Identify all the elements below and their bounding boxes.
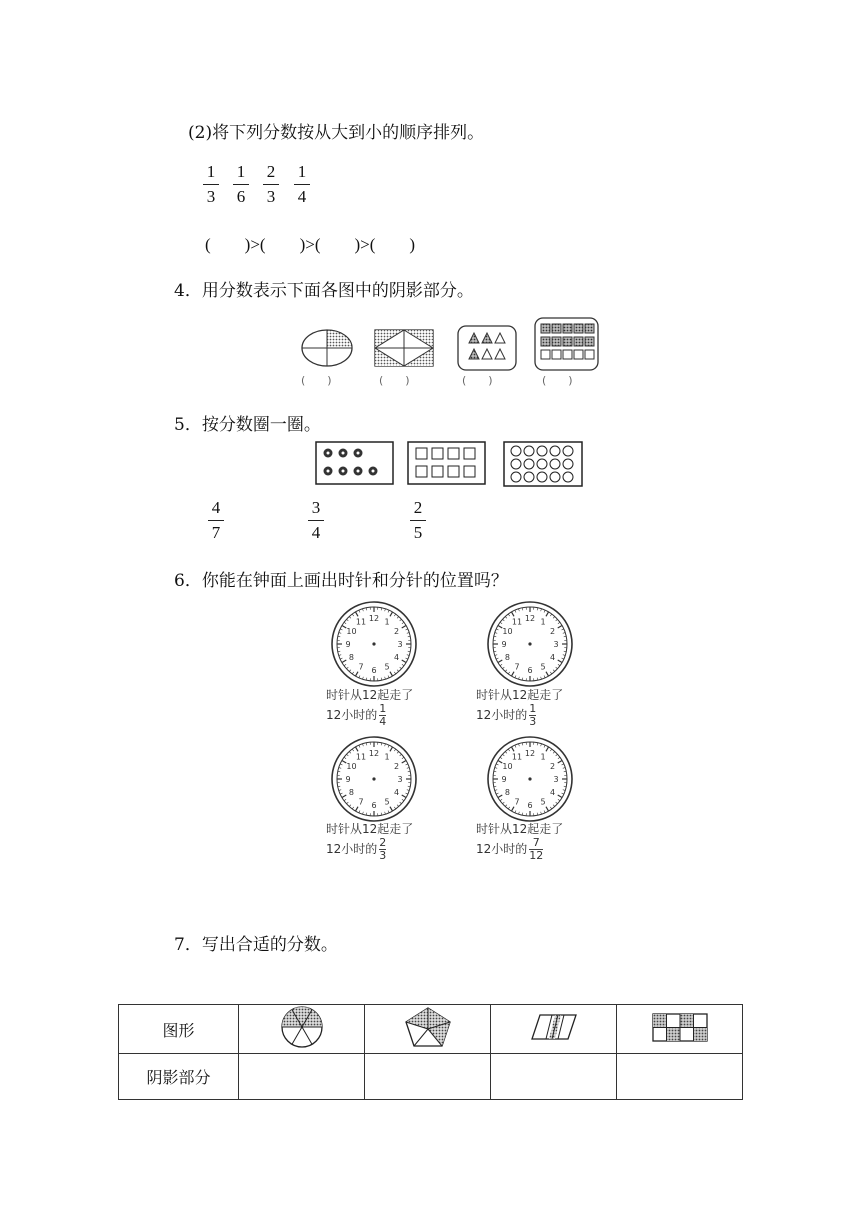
q5-fraction: 4 7: [207, 498, 225, 543]
clock-number: 8: [504, 653, 511, 662]
clock-face-3[interactable]: [330, 735, 418, 823]
squares-box: [408, 442, 485, 484]
clock-number: 12: [368, 614, 380, 623]
clock-number: 1: [384, 752, 390, 762]
q6-title: 6．你能在钟面上画出时针和分针的位置吗？: [174, 571, 508, 591]
pentagon-shape: [402, 1005, 454, 1049]
clock-number: 3: [553, 640, 559, 649]
clock-number: 9: [345, 775, 351, 784]
clock-number: 5: [540, 662, 546, 672]
ellipse-shape: [302, 330, 352, 366]
q5-shapes: [312, 438, 587, 490]
clock-number: 12: [368, 749, 380, 758]
clock-number: 3: [553, 775, 559, 784]
clock-number: 1: [540, 617, 546, 627]
clock-face-1[interactable]: [330, 600, 418, 688]
clock-number: 9: [345, 640, 351, 649]
clock-number: 4: [393, 788, 400, 797]
checkerboard-shape: [650, 1005, 710, 1049]
clock-number: 5: [384, 797, 390, 807]
answer-cell-1[interactable]: [239, 1054, 365, 1100]
clock-number: 4: [549, 653, 556, 662]
clock-number: 3: [397, 640, 403, 649]
q4-blank-2[interactable]: ( ): [379, 374, 410, 387]
clock-number: 2: [549, 627, 556, 636]
q7-title: 7．写出合适的分数。: [174, 935, 338, 955]
answer-cell-4[interactable]: [617, 1054, 743, 1100]
clock-number: 8: [348, 788, 355, 797]
squares-shape: [535, 318, 598, 370]
parallelogram-shape: [528, 1005, 580, 1049]
answer-cell-3[interactable]: [491, 1054, 617, 1100]
clock-number: 11: [511, 752, 523, 762]
clock-number: 10: [346, 627, 357, 636]
row-label-shaded: 阴影部分: [119, 1054, 239, 1100]
pie-shape-cell: [239, 1005, 365, 1054]
clock-number: 11: [511, 617, 523, 627]
flowers-box: [316, 442, 393, 484]
q5-fraction: 3 4: [307, 498, 325, 543]
clock-number: 2: [393, 762, 400, 771]
clock-number: 7: [514, 662, 520, 672]
clock-number: 8: [504, 788, 511, 797]
q4-blank-4[interactable]: ( ): [542, 374, 573, 387]
clock-number: 8: [348, 653, 355, 662]
q5-title: 5．按分数圈一圈。: [174, 415, 321, 435]
clock-caption-3: 时针从12起走了 12小时的 $\frac{2}{3}$: [326, 822, 414, 862]
clock-number: 2: [393, 627, 400, 636]
clock-number: 6: [527, 666, 533, 675]
clock-number: 5: [540, 797, 546, 807]
clock-number: 10: [346, 762, 357, 771]
clock-number: 10: [502, 762, 513, 771]
circle-sectors-shape: [277, 1005, 327, 1049]
q4-blank-3[interactable]: ( ): [462, 374, 493, 387]
q2-fraction: 2 3: [262, 162, 280, 207]
row-label-shape: 图形: [119, 1005, 239, 1054]
clock-face-2[interactable]: [486, 600, 574, 688]
clock-number: 12: [524, 749, 536, 758]
q4-title: 4．用分数表示下面各图中的阴影部分。: [174, 281, 474, 301]
clock-number: 4: [393, 653, 400, 662]
pentagon-shape-cell: [365, 1005, 491, 1054]
clock-number: 1: [540, 752, 546, 762]
clock-number: 4: [549, 788, 556, 797]
q2-order-answer[interactable]: ( )>( )>( )>( ): [205, 235, 416, 254]
answer-cell-2[interactable]: [365, 1054, 491, 1100]
clock-caption-2: 时针从12起走了 12小时的 $\frac{1}{3}$: [476, 688, 564, 728]
clock-number: 3: [397, 775, 403, 784]
q2-fraction: 1 4: [293, 162, 311, 207]
q2-title: (2)将下列分数按从大到小的顺序排列。: [188, 123, 485, 143]
clock-number: 7: [358, 662, 364, 672]
clock-caption-4: 时针从12起走了 12小时的 $\frac{7}{12}$: [476, 822, 564, 862]
clock-number: 11: [355, 617, 367, 627]
q7-table: [118, 1004, 743, 1100]
clock-number: 6: [371, 801, 377, 810]
rectangle-shape: [375, 330, 433, 366]
clock-number: 5: [384, 662, 390, 672]
parallelogram-shape-cell: [491, 1005, 617, 1054]
triangles-shape: [458, 326, 516, 370]
circles-box: [504, 442, 582, 486]
clock-number: 9: [501, 640, 507, 649]
q4-blank-1[interactable]: ( ): [301, 374, 332, 387]
clock-number: 12: [524, 614, 536, 623]
checkerboard-shape-cell: [617, 1005, 743, 1054]
q2-fraction: 1 6: [232, 162, 250, 207]
clock-number: 1: [384, 617, 390, 627]
clock-number: 6: [371, 666, 377, 675]
clock-number: 11: [355, 752, 367, 762]
clock-number: 10: [502, 627, 513, 636]
clock-number: 2: [549, 762, 556, 771]
q5-fraction: 2 5: [409, 498, 427, 543]
q2-fraction: 1 3: [202, 162, 220, 207]
clock-number: 6: [527, 801, 533, 810]
clock-face-4[interactable]: [486, 735, 574, 823]
clock-number: 7: [514, 797, 520, 807]
clock-number: 7: [358, 797, 364, 807]
clock-caption-1: 时针从12起走了 12小时的 $\frac{1}{4}$: [326, 688, 414, 728]
clock-number: 9: [501, 775, 507, 784]
